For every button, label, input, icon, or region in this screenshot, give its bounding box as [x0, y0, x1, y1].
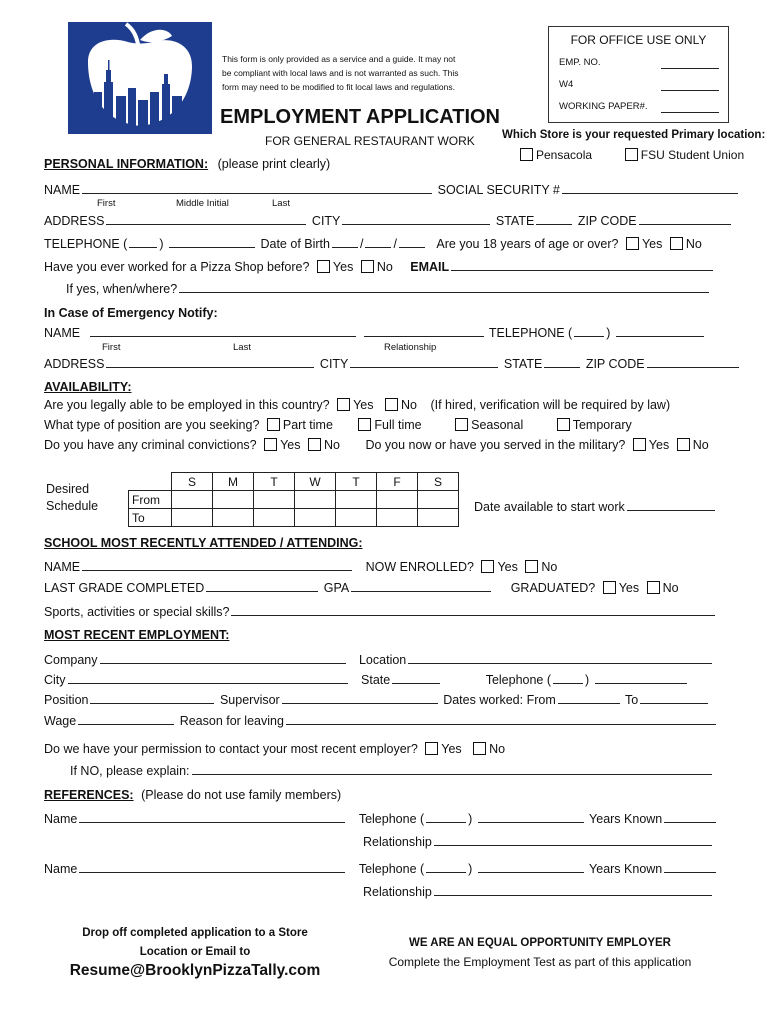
emergency-area-code[interactable]	[574, 325, 604, 337]
emergency-name-row: NAME TELEPHONE ( )	[44, 325, 706, 340]
reference-1-name-field[interactable]	[79, 811, 345, 823]
school-heading: SCHOOL MOST RECENTLY ATTENDED / ATTENDING:	[44, 536, 363, 550]
day-header: T	[336, 473, 377, 491]
telephone-field[interactable]	[169, 236, 255, 248]
telephone-row: TELEPHONE ( ) Date of Birth / / Are you 18 years of age or over? Yes No	[44, 237, 702, 251]
day-header: W	[295, 473, 336, 491]
office-working-paper[interactable]: WORKING PAPER#.	[559, 101, 648, 112]
location-field[interactable]	[408, 652, 712, 664]
age-yes-checkbox[interactable]	[626, 237, 639, 250]
grade-field[interactable]	[206, 580, 318, 592]
graduated-yes-checkbox[interactable]	[603, 581, 616, 594]
schedule-label-desired: Desired	[46, 482, 90, 496]
dates-to-field[interactable]	[640, 692, 708, 704]
sports-field[interactable]	[231, 604, 715, 616]
reason-field[interactable]	[286, 713, 716, 725]
emergency-sublabel-first: First	[102, 342, 121, 353]
part-time-checkbox[interactable]	[267, 418, 280, 431]
schedule-cell[interactable]	[172, 491, 213, 509]
drop-off-instructions: Drop off completed application to a Store Location or Email to	[82, 927, 308, 958]
emp-area-code[interactable]	[553, 672, 583, 684]
name-field[interactable]	[82, 182, 432, 194]
sublabel-middle: Middle Initial	[176, 198, 229, 209]
emp-city-row: City State Telephone ( )	[44, 672, 689, 687]
reference-2-telephone-field[interactable]	[478, 861, 584, 873]
office-w4[interactable]: W4	[559, 79, 573, 90]
day-header: T	[254, 473, 295, 491]
ssn-field[interactable]	[562, 182, 738, 194]
reference-2-relationship-field[interactable]	[434, 884, 712, 896]
office-title: FOR OFFICE USE ONLY	[570, 33, 707, 47]
personal-note: (please print clearly)	[217, 157, 331, 171]
day-header: S	[418, 473, 459, 491]
permission-yes-checkbox[interactable]	[425, 742, 438, 755]
reference-1-area-code[interactable]	[426, 811, 466, 823]
dates-from-field[interactable]	[558, 692, 620, 704]
dob-month[interactable]	[332, 236, 358, 248]
full-time-checkbox[interactable]	[358, 418, 371, 431]
employment-heading: MOST RECENT EMPLOYMENT:	[44, 628, 230, 642]
emp-telephone-field[interactable]	[595, 672, 687, 684]
schedule-table	[128, 472, 459, 527]
emergency-sublabel-last: Last	[233, 342, 251, 353]
legal-row: Are you legally able to be employed in this country? Yes No (If hired, verification will be required by law)	[44, 398, 671, 412]
reference-1-years-field[interactable]	[664, 811, 716, 823]
schedule-from-row	[129, 491, 459, 509]
age-no-checkbox[interactable]	[670, 237, 683, 250]
military-no-checkbox[interactable]	[677, 438, 690, 451]
reference-2-area-code[interactable]	[426, 861, 466, 873]
military-yes-checkbox[interactable]	[633, 438, 646, 451]
emergency-zip-field[interactable]	[647, 356, 739, 368]
dob-year[interactable]	[399, 236, 425, 248]
schedule-cell[interactable]	[213, 509, 254, 527]
resume-email-link[interactable]: Resume@BrooklynPizzaTally.com	[69, 962, 321, 979]
personal-heading: PERSONAL INFORMATION:	[44, 157, 209, 171]
reference-2-years-field[interactable]	[664, 861, 716, 873]
legal-yes-checkbox[interactable]	[337, 398, 350, 411]
reference-1-row: Name Telephone ( ) Years Known	[44, 811, 718, 826]
emergency-name-field[interactable]	[90, 325, 356, 337]
schedule-cell[interactable]	[172, 509, 213, 527]
reference-2-relationship-row: Relationship	[363, 884, 714, 899]
schedule-cell[interactable]	[418, 491, 459, 509]
employment-test-note: Complete the Employment Test as part of this application	[388, 955, 692, 969]
emergency-heading: In Case of Emergency Notify:	[44, 306, 218, 320]
eeo-statement: WE ARE AN EQUAL OPPORTUNITY EMPLOYER	[409, 937, 671, 949]
school-name-row: NAME NOW ENROLLED? Yes No	[44, 560, 558, 574]
position-supervisor-row: Position Supervisor Dates worked: From To	[44, 692, 710, 707]
disclaimer-line: This form is only provided as a service and a guide. It may not	[222, 54, 456, 64]
day-header: M	[213, 473, 254, 491]
schedule-cell[interactable]	[336, 491, 377, 509]
gpa-field[interactable]	[351, 580, 491, 592]
criminal-no-checkbox[interactable]	[308, 438, 321, 451]
permission-no-checkbox[interactable]	[473, 742, 486, 755]
reference-1-telephone-field[interactable]	[478, 811, 584, 823]
references-heading: REFERENCES:	[44, 788, 134, 802]
wage-field[interactable]	[78, 713, 174, 725]
address-field[interactable]	[106, 213, 306, 225]
emergency-city-field[interactable]	[350, 356, 498, 368]
when-field[interactable]	[179, 281, 709, 293]
schedule-header-row	[129, 473, 459, 491]
day-header: S	[172, 473, 213, 491]
enrolled-no-checkbox[interactable]	[525, 560, 538, 573]
office-use-box	[548, 26, 729, 123]
schedule-to-label: To	[129, 509, 172, 527]
apple-skyline-logo	[68, 22, 212, 134]
schedule-cell[interactable]	[377, 491, 418, 509]
availability-heading: AVAILABILITY:	[44, 380, 132, 394]
school-name-field[interactable]	[82, 559, 352, 571]
criminal-yes-checkbox[interactable]	[264, 438, 277, 451]
emergency-telephone-field[interactable]	[616, 325, 704, 337]
sublabel-first: First	[97, 198, 116, 209]
company-row: Company Location	[44, 652, 714, 667]
position-row: What type of position are you seeking? Part time Full time Seasonal Temporary	[44, 418, 632, 432]
explain-field[interactable]	[192, 763, 712, 775]
emergency-address-field[interactable]	[106, 356, 314, 368]
supervisor-field[interactable]	[282, 692, 438, 704]
school-grade-row: LAST GRADE COMPLETED GPA GRADUATED? Yes No	[44, 581, 679, 595]
enrolled-yes-checkbox[interactable]	[481, 560, 494, 573]
store-pensacola-checkbox[interactable]	[520, 148, 533, 161]
legal-no-checkbox[interactable]	[385, 398, 398, 411]
schedule-to-row	[129, 509, 459, 527]
company-field[interactable]	[100, 652, 346, 664]
emp-state-field[interactable]	[392, 672, 440, 684]
name-row: NAME SOCIAL SECURITY #	[44, 182, 740, 197]
dob-day[interactable]	[365, 236, 391, 248]
references-heading-row: REFERENCES: (Please do not use family members)	[44, 788, 342, 802]
store-fsu-checkbox[interactable]	[625, 148, 638, 161]
page-title: EMPLOYMENT APPLICATION	[220, 106, 500, 128]
seasonal-checkbox[interactable]	[455, 418, 468, 431]
zip-field[interactable]	[639, 213, 731, 225]
email-field[interactable]	[451, 259, 713, 271]
reference-2-row: Name Telephone ( ) Years Known	[44, 861, 718, 876]
sublabel-last: Last	[272, 198, 290, 209]
city-field[interactable]	[342, 213, 490, 225]
reference-1-relationship-field[interactable]	[434, 834, 712, 846]
wage-row: Wage Reason for leaving	[44, 713, 718, 728]
store-question: Which Store is your requested Primary location:	[502, 129, 766, 141]
state-field[interactable]	[536, 213, 572, 225]
criminal-row: Do you have any criminal convictions? Yes No Do you now or have you served in the military? Yes No	[44, 438, 709, 452]
day-header: F	[377, 473, 418, 491]
personal-heading-row	[44, 157, 330, 171]
schedule-cell[interactable]	[254, 509, 295, 527]
schedule-from-label: From	[129, 491, 172, 509]
emergency-address-row: ADDRESS CITY STATE ZIP CODE	[44, 356, 741, 371]
disclaimer-line: be compliant with local laws and is not warranted as such. This	[222, 68, 459, 78]
permission-row: Do we have your permission to contact your most recent employer? Yes No	[44, 742, 506, 756]
pizza-row: Have you ever worked for a Pizza Shop before? Yes No EMAIL	[44, 259, 715, 274]
emergency-state-field[interactable]	[544, 356, 580, 368]
start-date-field[interactable]	[627, 499, 715, 511]
schedule-cell[interactable]	[418, 509, 459, 527]
emergency-relationship-field[interactable]	[364, 325, 484, 337]
reference-2-name-field[interactable]	[79, 861, 345, 873]
pizza-no-checkbox[interactable]	[361, 260, 374, 273]
schedule-cell[interactable]	[295, 491, 336, 509]
store-options: Pensacola FSU Student Union	[516, 148, 744, 162]
schedule-cell[interactable]	[336, 509, 377, 527]
temporary-checkbox[interactable]	[557, 418, 570, 431]
schedule-cell[interactable]	[213, 491, 254, 509]
emergency-sublabel-relationship: Relationship	[384, 342, 437, 353]
explain-row: If NO, please explain:	[70, 763, 714, 778]
graduated-no-checkbox[interactable]	[647, 581, 660, 594]
reference-1-relationship-row: Relationship	[363, 834, 714, 849]
pizza-yes-checkbox[interactable]	[317, 260, 330, 273]
schedule-cell[interactable]	[254, 491, 295, 509]
start-row: Date available to start work	[474, 499, 717, 514]
sports-row: Sports, activities or special skills?	[44, 604, 717, 619]
disclaimer	[222, 52, 459, 94]
when-row: If yes, when/where?	[66, 281, 711, 296]
schedule-cell[interactable]	[295, 509, 336, 527]
emp-position-field[interactable]	[90, 692, 214, 704]
schedule-cell[interactable]	[377, 509, 418, 527]
schedule-label-schedule: Schedule	[46, 499, 99, 513]
emp-city-field[interactable]	[68, 672, 348, 684]
office-emp-no[interactable]: EMP. NO.	[559, 57, 601, 68]
page-subtitle: FOR GENERAL RESTAURANT WORK	[265, 134, 475, 148]
area-code-field[interactable]	[129, 236, 157, 248]
disclaimer-line: form may need to be modified to fit local laws and regulations.	[222, 82, 455, 92]
address-row: ADDRESS CITY STATE ZIP CODE	[44, 213, 733, 228]
